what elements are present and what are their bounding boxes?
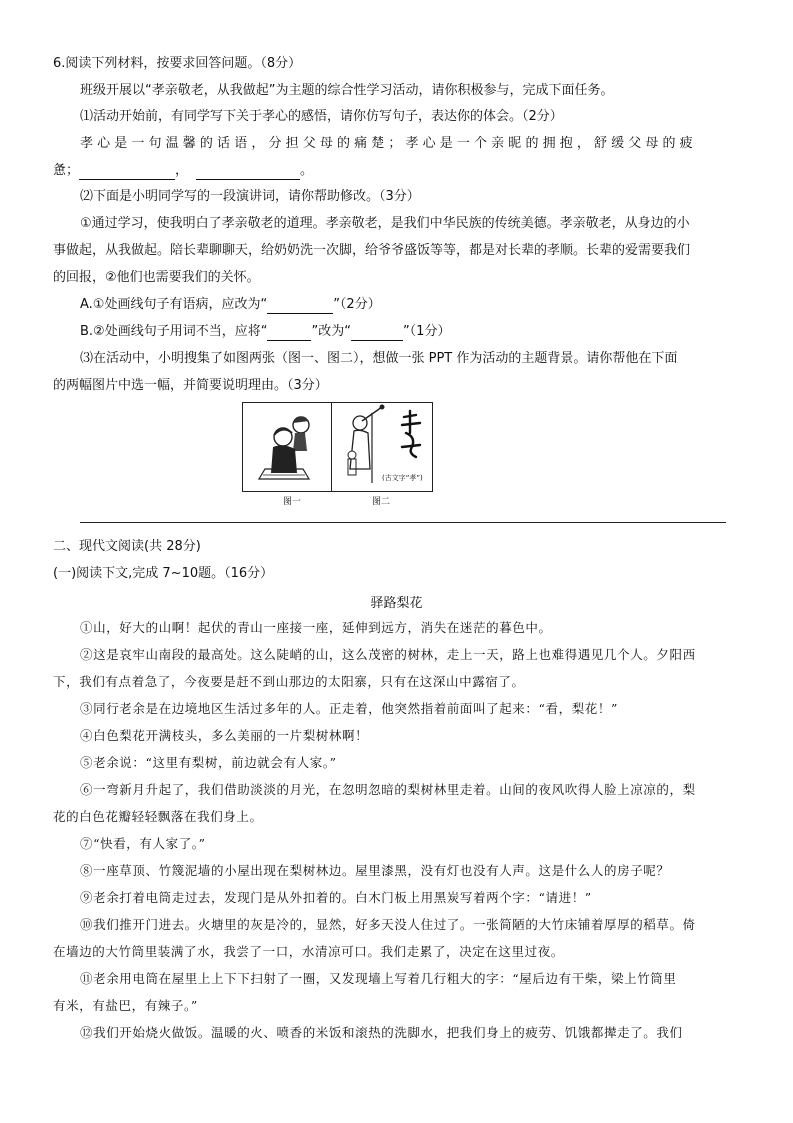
figure-1-caption: 图一 (282, 497, 301, 507)
passage-line: ②这是哀牢山南段的最高处。这么陡峭的山，这么茂密的树林，走上一天，路上也难得遇见几个人。夕阳西 (80, 647, 696, 662)
option-a-points: ”（2分） (333, 297, 381, 312)
option-a (80, 296, 381, 314)
option-b-points: ”（1分） (402, 324, 451, 339)
answer-blank-2[interactable] (196, 165, 300, 180)
imitation-answer-line (53, 162, 313, 180)
passage-line: 下，我们有点着急了，今夜要是赶不到山那边的太阳寨，只有在这深山中露宿了。 (53, 674, 525, 689)
option-a-text: A.①处画线句子有语病，应改为“ (80, 297, 268, 312)
option-b-mid: ”改为“ (311, 324, 351, 339)
option-b (80, 323, 450, 341)
speech-line-3: 的回报，②他们也需要我们的关怀。 (53, 270, 260, 285)
figure-2-note: (古文字“孝”) (382, 474, 423, 482)
passage-line: ⑨老余打着电筒走过去，发现门是从外扣着的。白木门板上用黑炭写着两个字：“请进！” (80, 890, 592, 905)
figure-1-illustration (242, 402, 344, 492)
task-3-prompt-line-2: 的两幅图片中选一幅，并简要说明理由。（3分） (53, 378, 328, 393)
imitation-line-comma: ， (175, 163, 189, 178)
passage-line: ⑪老余用电筒在屋里上上下下扫射了一圈，又发现墙上写着几行粗大的字：“屋后边有干柴，梁上竹筒里 (80, 971, 677, 986)
reading-instructions: (一)阅读下文,完成 7~10题。（16分） (53, 566, 274, 581)
option-b-blank-1[interactable] (267, 326, 311, 341)
passage-line: 在墙边的大竹筒里装满了水，我尝了一口，水清凉可口。我们走累了，决定在这里过夜。 (53, 944, 564, 959)
answer-blank-1[interactable] (79, 165, 175, 180)
passage-line: ③同行老余是在边境地区生活过多年的人。正走着，他突然指着前面叫了起来：“看，梨花！” (80, 701, 618, 716)
imitation-line-end: 。 (300, 163, 314, 178)
option-b-blank-2[interactable] (351, 326, 403, 341)
passage-line: ⑦“快看，有人家了。” (80, 836, 206, 851)
passage-line: ⑫我们开始烧火做饭。温暖的火、喷香的米饭和滚热的洗脚水，把我们身上的疲劳、饥饿都撵走了。我们 (80, 1025, 683, 1040)
question-heading: 6.阅读下列材料，按要求回答问题。（8分） (53, 56, 302, 71)
passage-line: 有米，有盐巴，有辣子。” (53, 998, 198, 1013)
passage-line: ⑤老余说：“这里有梨树，前边就会有人家。” (80, 755, 337, 770)
passage-line: ④白色梨花开满枝头，多么美丽的一片梨树林啊！ (80, 728, 369, 743)
section-divider (80, 522, 726, 523)
task-2-prompt: ⑵下面是小明同学写的一段演讲词，请你帮助修改。（3分） (80, 189, 420, 204)
passage-line: ⑧一座草顶、竹篾泥墙的小屋出现在梨树林边。屋里漆黑，没有灯也没有人声。这是什么人的房子呢？ (80, 863, 670, 878)
passage-line: 花的白色花瓣轻轻飘落在我们身上。 (53, 809, 263, 824)
question-intro: 班级开展以“孝亲敬老，从我做起”为主题的综合性学习活动，请你积极参与，完成下面任务。 (80, 83, 614, 98)
imitation-line-start: 惫； (53, 163, 80, 178)
section-heading: 二、现代文阅读(共 28分) (53, 539, 201, 554)
passage-line: ①山，好大的山啊！起伏的青山一座接一座，延伸到远方，消失在迷茫的暮色中。 (80, 620, 552, 635)
speech-line-1: ①通过学习，使我明白了孝亲敬老的道理。孝亲敬老，是我们中华民族的传统美德。孝亲敬老，从身边的小 (80, 216, 690, 231)
figure-2-illustration (331, 402, 433, 492)
speech-line-2: 事做起，从我做起。陪长辈聊聊天，给奶奶洗一次脚，给爷爷盛饭等等，都是对长辈的孝顺。长辈的爱需要我们 (53, 243, 691, 258)
passage-line: ⑩我们推开门进去。火塘里的灰是冷的，显然，好多天没人住过了。一张简陋的大竹床铺着厚厚的稻草。倚 (80, 917, 696, 932)
imitation-sentence-line-1: 孝 心 是 一 句 温 馨 的 话 语 ， 分 担 父 母 的 痛 楚 ； 孝 心 是 一 个 亲 昵 的 拥 抱 ， 舒 缓 父 母 的 疲 (80, 136, 693, 151)
figure-2-caption: 图二 (371, 497, 390, 507)
grandparent-child-drawing (243, 403, 343, 491)
task-3-prompt-line-1: ⑶在活动中，小明搜集了如图两张（图一、图二），想做一张 PPT 作为活动的主题背景。请你帮他在下面 (80, 351, 678, 366)
option-a-blank[interactable] (267, 299, 333, 314)
passage-title: 驿路梨花 (370, 596, 423, 611)
option-b-text: B.②处画线句子用词不当，应将“ (80, 324, 268, 339)
passage-line: ⑥一弯新月升起了，我们借助淡淡的月光，在忽明忽暗的梨树林里走着。山间的夜风吹得人脸上凉凉的，梨 (80, 782, 696, 797)
task-1-prompt: ⑴活动开始前，有同学写下关于孝心的感悟，请你仿写句子，表达你的体会。（2分） (80, 109, 563, 124)
